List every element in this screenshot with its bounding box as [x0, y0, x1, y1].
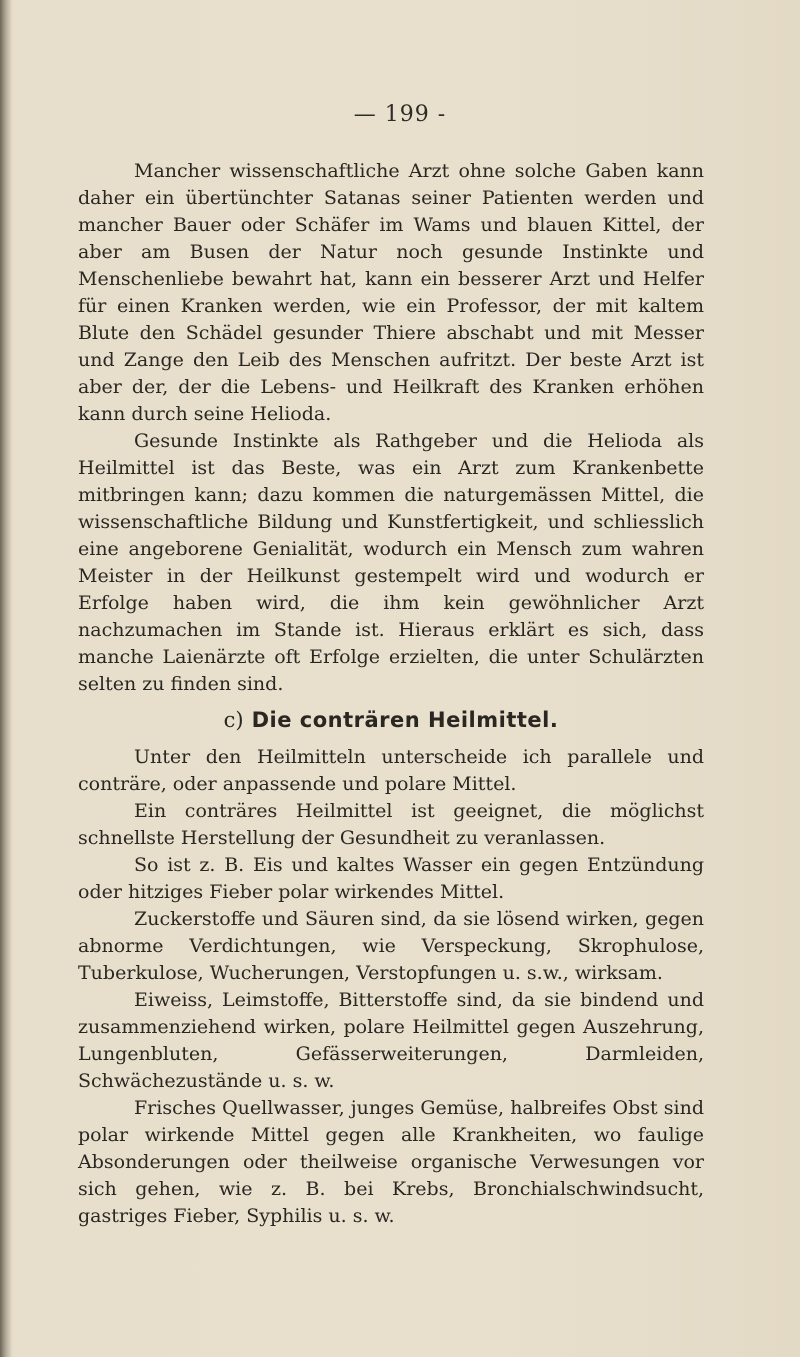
- paragraph-8: Frisches Quellwasser, junges Gemüse, halbreifes Obst sind polar wirkende Mittel gegen alle Krankheiten, wo faulige Absonderungen oder theilweise organische Verwesungen vor sich gehen, wie z. B. bei Krebs, Bronchialschwindsucht, gastriges Fieber, Syphilis u. s. w.: [78, 1097, 704, 1227]
- section-letter: c): [223, 708, 244, 732]
- paragraph-7: Eiweiss, Leimstoffe, Bitterstoffe sind, da sie bindend und zusammenziehend wirken, polare Heilmittel gegen Auszehrung, Lungenbluten, Gefässerweiterungen, Darmleiden, Schwächezustände u. s. w.: [78, 989, 704, 1092]
- paragraph-2: Gesunde Instinkte als Rathgeber und die Helioda als Heilmittel ist das Beste, was ein Arzt zum Krankenbette mitbringen kann; dazu kommen die naturgemässen Mittel, die wissenschaftliche Bildung und Kunstfertigkeit, und schliesslich eine angeborene Genialität, wodurch ein Mensch zum wahren Meister in der Heilkunst gestempelt wird und wodurch er Erfolge haben wird, die ihm kein gewöhnlicher Arzt nachzumachen im Stande ist. Hieraus erklärt es sich, dass manche Laienärzte oft Erfolge erzielten, die unter Schulärzten selten zu finden sind.: [78, 430, 704, 695]
- paragraph-3: Unter den Heilmitteln unterscheide ich parallele und conträre, oder anpassende und polare Mittel.: [78, 746, 704, 795]
- paragraph-1: Mancher wissenschaftliche Arzt ohne solche Gaben kann daher ein übertünchter Satanas seiner Patienten werden und mancher Bauer oder Schäfer im Wams und blauen Kittel, der aber am Busen der Natur noch gesunde Instinkte und Menschenliebe bewahrt hat, kann ein besserer Arzt und Helfer für einen Kranken werden, wie ein Professor, der mit kaltem Blute den Schädel gesunder Thiere abschabt und mit Messer und Zange den Leib des Menschen aufritzt. Der beste Arzt ist aber der, der die Lebens- und Heilkraft des Kranken erhöhen kann durch seine Helioda.: [78, 160, 704, 425]
- section-title: Die conträren Heilmittel.: [251, 708, 559, 732]
- section-heading: [78, 706, 704, 734]
- page-body: [78, 158, 704, 1230]
- paragraph-5: So ist z. B. Eis und kaltes Wasser ein gegen Entzündung oder hitziges Fieber polar wirkendes Mittel.: [78, 854, 704, 903]
- paragraph-6: Zuckerstoffe und Säuren sind, da sie lösend wirken, gegen abnorme Verdichtungen, wie Verspeckung, Skrophulose, Tuberkulose, Wucherungen, Verstopfungen u. s.w., wirksam.: [78, 908, 704, 984]
- page-number: — 199 -: [353, 102, 447, 127]
- page-spine-shadow: [0, 0, 12, 1357]
- paragraph-4: Ein conträres Heilmittel ist geeignet, die möglichst schnellste Herstellung der Gesundheit zu veranlassen.: [78, 800, 704, 849]
